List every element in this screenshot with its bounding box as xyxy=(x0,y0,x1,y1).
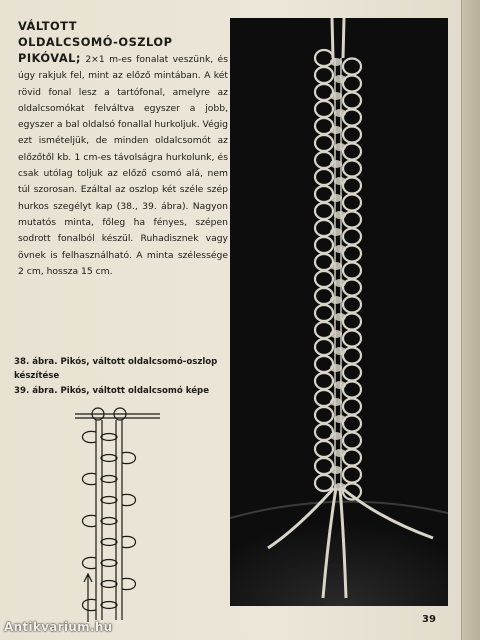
half-knot xyxy=(101,476,117,483)
side-loop-right xyxy=(122,452,136,463)
heading-line-1: VÁLTOTT xyxy=(18,19,77,33)
picot-loop-left xyxy=(315,271,333,287)
picot-loop-left xyxy=(315,305,333,321)
picot-loop-left xyxy=(315,373,333,389)
side-loop-left xyxy=(83,431,97,442)
picot-loop-left xyxy=(315,169,333,185)
picot-loop-left xyxy=(315,237,333,253)
watermark: Antikvarium.hu xyxy=(4,620,113,634)
figure-39-caption: 39. ábra. Pikós, váltott oldalcsomó képe xyxy=(14,386,210,396)
half-knot xyxy=(101,602,117,609)
picot-loop-right xyxy=(343,93,361,109)
side-loop-left xyxy=(83,515,97,526)
picot-loop-left xyxy=(315,118,333,134)
cord-strand-top-left xyxy=(332,18,333,58)
picot-loop-right xyxy=(343,365,361,381)
picot-loop-right xyxy=(343,433,361,449)
picot-loop-right xyxy=(343,331,361,347)
figure-38-caption: 38. ábra. Pikós, váltott oldalcsomó-oszlop készítése xyxy=(14,357,218,381)
page-number: 39 xyxy=(422,614,436,625)
picot-loop-left xyxy=(315,322,333,338)
picot-loop-left xyxy=(315,441,333,457)
heading-lead: PIKÓVAL; xyxy=(18,51,81,65)
half-knot xyxy=(101,539,117,546)
picot-loop-left xyxy=(315,356,333,372)
picot-loop-right xyxy=(343,229,361,245)
picot-loop-left xyxy=(315,152,333,168)
side-loop-left xyxy=(83,557,97,568)
picot-loop-left xyxy=(315,390,333,406)
photo-surface xyxy=(230,488,448,606)
picot-loop-left xyxy=(315,101,333,117)
picot-loop-left xyxy=(315,424,333,440)
half-knot xyxy=(101,518,117,525)
knot-diagram-svg xyxy=(70,400,165,625)
picot-loop-left xyxy=(315,135,333,151)
picot-loop-right xyxy=(343,161,361,177)
picot-loop-right xyxy=(343,263,361,279)
half-knot xyxy=(101,434,117,441)
side-loop-right xyxy=(122,494,136,505)
picot-loop-left xyxy=(315,407,333,423)
picot-loop-right xyxy=(343,399,361,415)
instruction-text-block xyxy=(18,18,228,280)
picot-loop-left xyxy=(315,186,333,202)
picot-loop-left xyxy=(315,339,333,355)
picot-loop-left xyxy=(315,254,333,270)
picot-loop-right xyxy=(343,467,361,483)
side-loop-right xyxy=(122,578,136,589)
half-knot xyxy=(101,560,117,567)
instruction-paragraph xyxy=(18,50,228,280)
side-loop-left xyxy=(83,473,97,484)
picot-loop-left xyxy=(315,288,333,304)
picot-loop-right xyxy=(343,127,361,143)
picot-loop-left xyxy=(315,84,333,100)
macrame-braid-illustration xyxy=(230,18,448,606)
side-loop-right xyxy=(122,536,136,547)
picot-loop-left xyxy=(315,50,333,66)
half-knot xyxy=(101,455,117,462)
cord-strand-top-right xyxy=(343,18,344,58)
picot-loop-left xyxy=(315,203,333,219)
picot-loop-right xyxy=(343,195,361,211)
picot-loop-right xyxy=(343,297,361,313)
picot-loop-left xyxy=(315,220,333,236)
side-loop-left xyxy=(83,599,97,610)
half-knot xyxy=(101,581,117,588)
macrame-photo xyxy=(230,18,448,606)
book-spine-edge xyxy=(461,0,480,640)
figure-38-knot-diagram xyxy=(70,400,165,625)
half-knot xyxy=(101,497,117,504)
heading-line-2: OLDALCSOMÓ-OSZLOP xyxy=(18,35,173,49)
picot-loop-right xyxy=(343,59,361,75)
picot-loop-left xyxy=(315,458,333,474)
body-text: 2×1 m-es fonalat veszünk, és úgy rakjuk fel, mint az előző mintában. A két rövid fonal lesz a tartófonal, amelyre az oldalcsomókat felváltva egyszer a jobb, egyszer a bal oldalsó fonallal hurkoljuk. Végig ezt ismételjük, de minden oldalcsomót az előzőtől kb. 1 cm-es távolságra hurkolunk, és csak utólag toljuk az előző csomó alá, nem túl szorosan. Ezáltal az oszlop két széle szép hurkos szegélyt kap (38., 39. ábra). Nagyon mutatós minta, főleg ha fényes, szépen sodrott fonalból készül. Ruhadisznek vagy övnek is felhasználható. A minta szélessége 2 cm, hossza 15 cm. xyxy=(18,54,228,277)
picot-loop-left xyxy=(315,67,333,83)
